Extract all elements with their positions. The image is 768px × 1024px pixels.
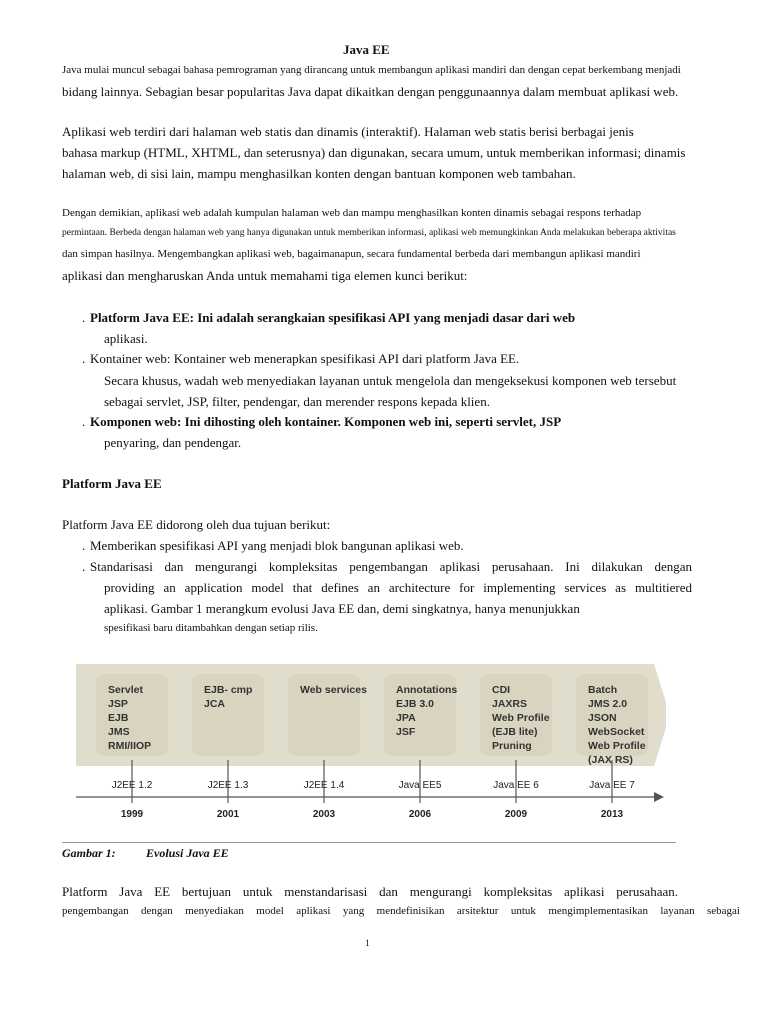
para3-line-2: permintaan. Berbeda dengan halaman web yang hanya digunakan untuk memberikan informasi, aplikasi web memungkinkan Anda melakukan beberapa aktivitas xyxy=(62,228,676,238)
stage-feature: Annotations xyxy=(396,684,458,696)
stage-feature: JSON xyxy=(588,712,617,724)
para2-line-3: halaman web, di sisi lain, mampu menghasilkan konten dengan bantuan komponen web tambahan. xyxy=(62,166,576,181)
release-year: 1999 xyxy=(120,809,144,820)
stage-feature: Web Profile xyxy=(588,740,646,752)
stage-feature: (JAX RS) xyxy=(588,754,633,766)
stage-feature: JCA xyxy=(204,698,226,710)
bullet-3-line-2: penyaring, dan pendengar. xyxy=(104,435,242,450)
stage-feature: (EJB lite) xyxy=(492,726,538,738)
release-label: Java EE 6 xyxy=(493,780,539,791)
stage-feature: Pruning xyxy=(492,740,532,752)
figure-caption-text: Evolusi Java EE xyxy=(146,846,229,860)
release-label: Java EE 7 xyxy=(589,780,635,791)
bullet-2-line-1: Kontainer web: Kontainer web menerapkan spesifikasi API dari platform Java EE. xyxy=(90,351,520,366)
bullet-1-line-2: aplikasi. xyxy=(104,331,148,346)
stage-feature: JSP xyxy=(108,698,128,710)
figure-divider xyxy=(62,842,676,843)
stage-feature: JPA xyxy=(396,712,416,724)
page-number: 1 xyxy=(365,939,370,949)
para3-line-3: dan simpan hasilnya. Mengembangkan aplikasi web, bagaimanapun, secara fundamental berbeda dari membangun aplikasi mandiri xyxy=(62,248,641,260)
stage-feature: Web Profile xyxy=(492,712,550,724)
bullet-dot: . xyxy=(82,538,86,553)
release-year: 2009 xyxy=(504,809,528,820)
release-year: 2006 xyxy=(408,809,432,820)
bullet-1-line-1: Platform Java EE: Ini adalah serangkaian spesifikasi API yang menjadi dasar dari web xyxy=(90,310,576,325)
para4-line-1: Platform Java EE bertujuan untuk menstandarisasi dan mengurangi kompleksitas aplikasi perusahaan. xyxy=(62,884,678,899)
stage-feature: Web services xyxy=(300,684,367,696)
stage-feature: WebSocket xyxy=(588,726,645,738)
release-label: Java EE5 xyxy=(398,780,442,791)
goal-2-line-3: aplikasi. Gambar 1 merangkum evolusi Java EE dan, demi singkatnya, hanya menunjukkan xyxy=(104,601,580,616)
stage-feature: JAXRS xyxy=(492,698,528,710)
intro-line-2: bidang lainnya. Sebagian besar popularitas Java dapat dikaitkan dengan penggunaannya dalam membuat aplikasi web. xyxy=(62,84,679,99)
release-label: J2EE 1.4 xyxy=(303,780,345,791)
bullet-2-line-3: sebagai servlet, JSP, filter, pendengar, dan merender respons kepada klien. xyxy=(104,394,490,409)
stage-feature: RMI/IIOP xyxy=(108,740,152,752)
bullet-dot: . xyxy=(82,414,86,429)
goal-2-line-1: Standarisasi dan mengurangi kompleksitas pengembangan aplikasi perusahaan. Ini dilakukan dengan xyxy=(90,559,692,574)
stage-feature: EJB xyxy=(108,712,129,724)
stage-feature: JMS xyxy=(108,726,130,738)
goal-1: Memberikan spesifikasi API yang menjadi blok bangunan aplikasi web. xyxy=(90,538,464,553)
para3-line-4: aplikasi dan mengharuskan Anda untuk memahami tiga elemen kunci berikut: xyxy=(62,268,468,283)
page-title: Java EE xyxy=(343,42,390,57)
bullet-dot: . xyxy=(82,559,86,574)
release-label: J2EE 1.3 xyxy=(207,780,249,791)
goal-2-line-2: providing an application model that defines an architecture for implementing services as multitiered xyxy=(104,580,692,595)
figure-caption-label: Gambar 1: xyxy=(62,846,116,860)
bullet-dot: . xyxy=(82,351,86,366)
stage-feature: JMS 2.0 xyxy=(588,698,628,710)
release-year: 2001 xyxy=(216,809,240,820)
stage-feature: EJB- cmp xyxy=(204,684,253,696)
stage-feature: Servlet xyxy=(108,684,144,696)
platform-intro: Platform Java EE didorong oleh dua tujuan berikut: xyxy=(62,517,331,532)
stage-feature: JSF xyxy=(396,726,416,738)
stage-feature: CDI xyxy=(492,684,511,696)
release-year: 2013 xyxy=(600,809,624,820)
timeline-arrowhead xyxy=(654,792,664,802)
bullet-3-line-1: Komponen web: Ini dihosting oleh kontainer. Komponen web ini, seperti servlet, JSP xyxy=(90,414,562,429)
section-heading: Platform Java EE xyxy=(62,476,162,491)
para2-line-2: bahasa markup (HTML, XHTML, dan seterusnya) dan digunakan, secara umum, untuk memberikan informasi; dinamis xyxy=(62,145,686,160)
goal-2-line-4: spesifikasi baru ditambahkan dengan setiap rilis. xyxy=(104,622,318,634)
para2-line-1: Aplikasi web terdiri dari halaman web statis dan dinamis (interaktif). Halaman web statis berisi berbagai jenis xyxy=(62,124,634,139)
bullet-dot: . xyxy=(82,310,86,325)
para4-line-2: pengembangan dengan menyediakan model aplikasi yang mendefinisikan arsitektur untuk mengimplementasikan layanan sebagai xyxy=(62,905,740,917)
stage-feature: EJB 3.0 xyxy=(396,698,434,710)
stage-feature: Batch xyxy=(588,684,618,696)
bullet-2-line-2: Secara khusus, wadah web menyediakan layanan untuk mengelola dan mengeksekusi komponen web tersebut xyxy=(104,373,677,388)
intro-line-1: Java mulai muncul sebagai bahasa pemrograman yang dirancang untuk membangun aplikasi mandiri dan dengan cepat berkembang menjadi xyxy=(62,64,681,76)
release-year: 2003 xyxy=(312,809,336,820)
release-label: J2EE 1.2 xyxy=(111,780,153,791)
java-ee-evolution-figure xyxy=(76,660,666,830)
para3-line-1: Dengan demikian, aplikasi web adalah kumpulan halaman web dan mampu menghasilkan konten dinamis sebagai respons terhadap xyxy=(62,207,642,219)
